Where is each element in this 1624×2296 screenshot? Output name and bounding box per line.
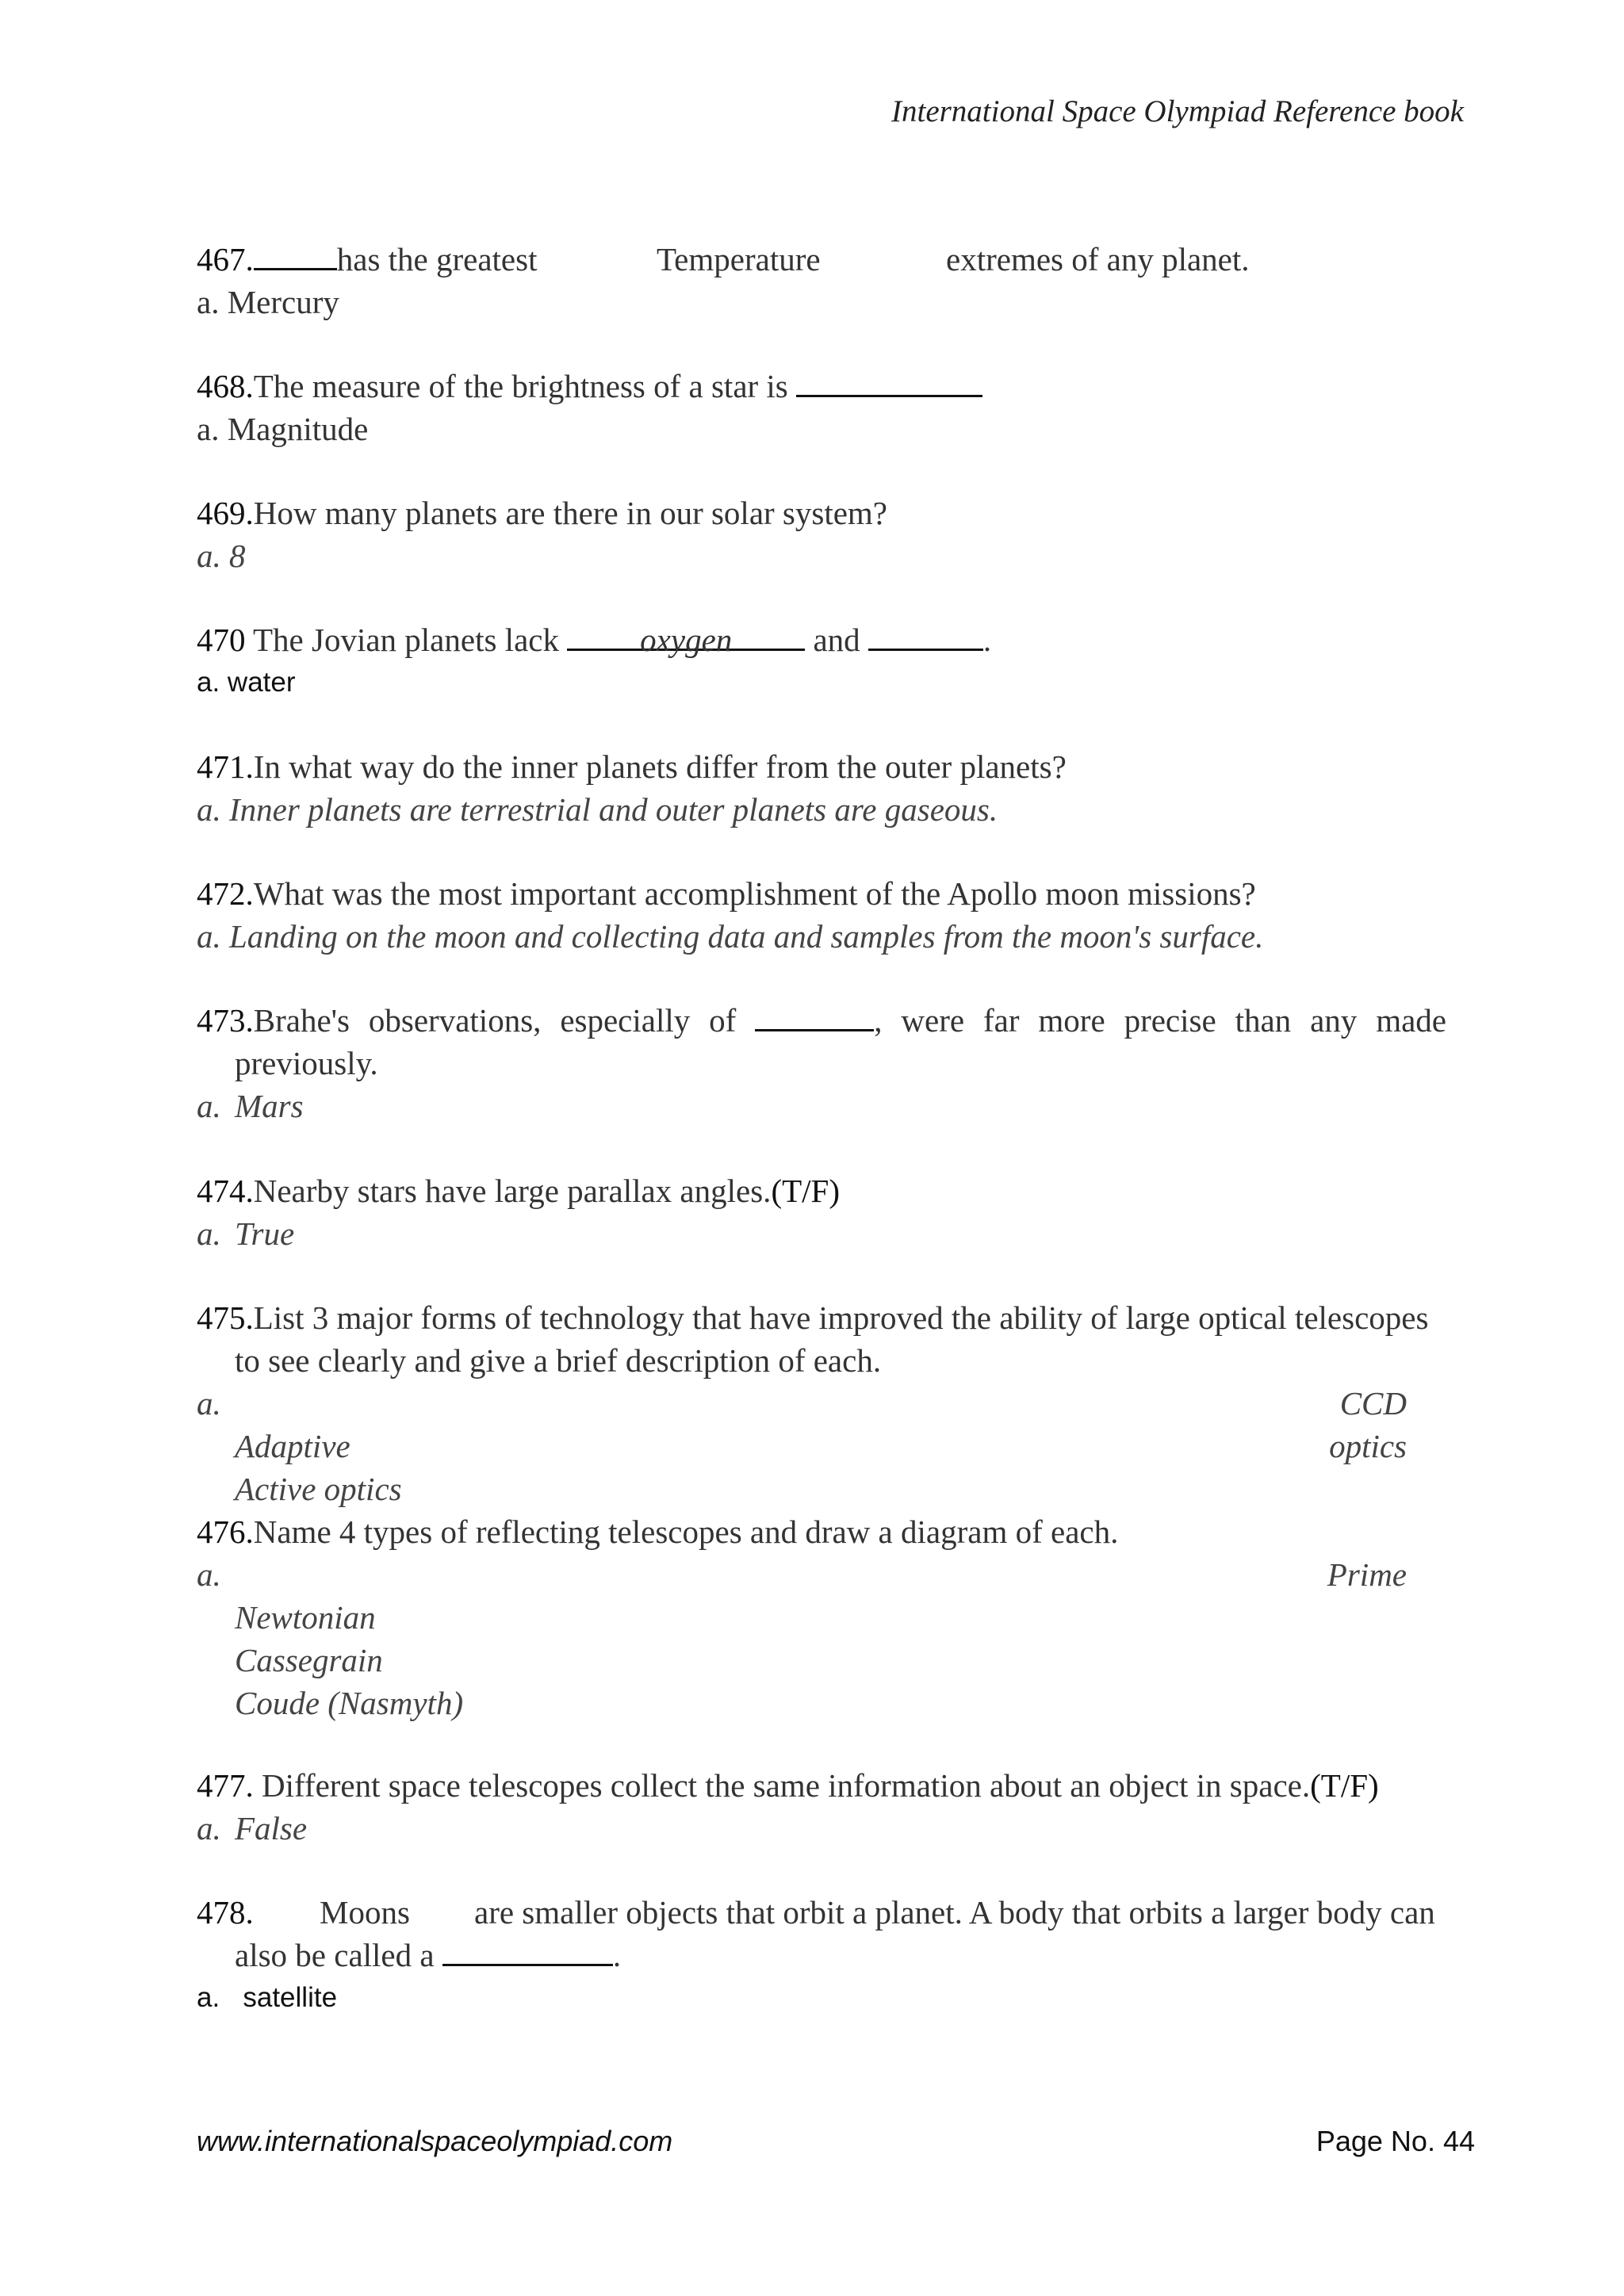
question-text: What was the most important accomplishment of the Apollo moon missions?	[253, 875, 1256, 912]
answer: True	[235, 1215, 295, 1252]
question-469	[197, 492, 1465, 577]
answer-item: Newtonian	[235, 1599, 376, 1636]
question-text: Different space telescopes collect the same information about an object in space.	[253, 1767, 1311, 1804]
question-number: 467.	[197, 241, 254, 277]
answer-blank	[868, 618, 983, 651]
question-text: Nearby stars have large parallax angles.	[253, 1173, 772, 1209]
question-text: and	[805, 622, 868, 658]
question-text: List 3 major forms of technology that have improved the ability of large optical telescopes	[253, 1299, 1429, 1336]
question-text: also be called a	[235, 1937, 442, 1973]
answer-blank	[254, 238, 337, 270]
answer-item: Coude (Nasmyth)	[235, 1685, 464, 1721]
question-number: 471.	[197, 748, 254, 785]
question-470	[197, 618, 1465, 704]
answer-blank-filled: oxygen	[567, 618, 805, 651]
question-478	[197, 1891, 1465, 2019]
question-text-continued: to see clearly and give a brief description of each.	[235, 1342, 882, 1379]
question-number: 472.	[197, 875, 254, 912]
footer-website-link[interactable]: www.internationalspaceolympiad.com	[197, 2125, 673, 2157]
answer: a. water	[197, 667, 296, 698]
question-number: 474.	[197, 1173, 254, 1209]
answer-item: Prime	[1327, 1556, 1407, 1593]
question-text: are smaller objects that orbit a planet. A body that orbits a larger body can	[474, 1894, 1435, 1931]
answer: a. Magnitude	[197, 411, 369, 447]
answer-item: optics	[1329, 1428, 1407, 1464]
question-number: 478.	[197, 1894, 254, 1931]
true-false-marker: (T/F)	[1310, 1767, 1379, 1804]
answer-label: a.	[197, 1556, 221, 1593]
question-text: Temperature	[657, 241, 821, 277]
question-number: 475.	[197, 1299, 254, 1336]
question-text: .	[982, 622, 992, 658]
answer: a. Mercury	[197, 284, 339, 320]
answer-blank	[755, 999, 874, 1031]
answer: a. satellite	[197, 1982, 338, 2013]
question-476	[197, 1510, 1465, 1724]
question-472	[197, 872, 1465, 958]
question-number: 470	[197, 622, 246, 658]
question-number: 477.	[197, 1767, 254, 1804]
question-471	[197, 745, 1465, 831]
answer-label: a.	[197, 1088, 221, 1124]
question-number: 473.	[197, 1002, 254, 1039]
question-text: has the greatest	[336, 241, 538, 277]
question-number: 469.	[197, 495, 254, 531]
page-header-title: International Space Olympiad Reference book	[891, 94, 1464, 128]
answer-label: a.	[197, 1810, 221, 1846]
question-text: extremes of any planet.	[946, 241, 1250, 277]
question-text: Name 4 types of reflecting telescopes and draw a diagram of each.	[253, 1513, 1119, 1550]
answer: a. Landing on the moon and collecting data and samples from the moon's surface.	[197, 918, 1264, 955]
page-footer	[197, 2125, 1475, 2158]
answer-item: CCD	[1339, 1385, 1407, 1422]
answer-item: Active optics	[235, 1471, 402, 1507]
question-474	[197, 1169, 1465, 1255]
answer: False	[235, 1810, 308, 1846]
answer-item: Cassegrain	[235, 1642, 383, 1678]
question-text: , were far more precise than any made	[874, 1002, 1446, 1039]
question-number: 476.	[197, 1513, 254, 1550]
answer-fill: Moons	[320, 1894, 410, 1931]
question-text: The Jovian planets lack	[245, 622, 568, 658]
question-473	[197, 999, 1465, 1127]
question-477	[197, 1764, 1465, 1850]
question-text: .	[612, 1937, 622, 1973]
question-468	[197, 365, 1465, 450]
answer-label: a.	[197, 1385, 221, 1422]
question-text: The measure of the brightness of a star is	[253, 368, 797, 404]
question-text: Brahe's observations, especially of	[253, 1002, 756, 1039]
question-text: In what way do the inner planets differ from the outer planets?	[253, 748, 1067, 785]
question-467	[197, 238, 1465, 323]
true-false-marker: (T/F)	[771, 1173, 840, 1209]
question-475	[197, 1296, 1465, 1510]
answer-blank	[442, 1934, 613, 1966]
answer: Mars	[235, 1088, 304, 1124]
answer-item: Adaptive	[235, 1428, 350, 1464]
answer-label: a.	[197, 1215, 221, 1252]
question-number: 468.	[197, 368, 254, 404]
answer: a. Inner planets are terrestrial and outer planets are gaseous.	[197, 791, 998, 828]
page-number: Page No. 44	[1316, 2125, 1475, 2157]
question-text-continued: previously.	[235, 1045, 378, 1081]
answer: a. 8	[197, 538, 246, 574]
answer-blank	[796, 365, 982, 397]
question-text: How many planets are there in our solar system?	[253, 495, 888, 531]
